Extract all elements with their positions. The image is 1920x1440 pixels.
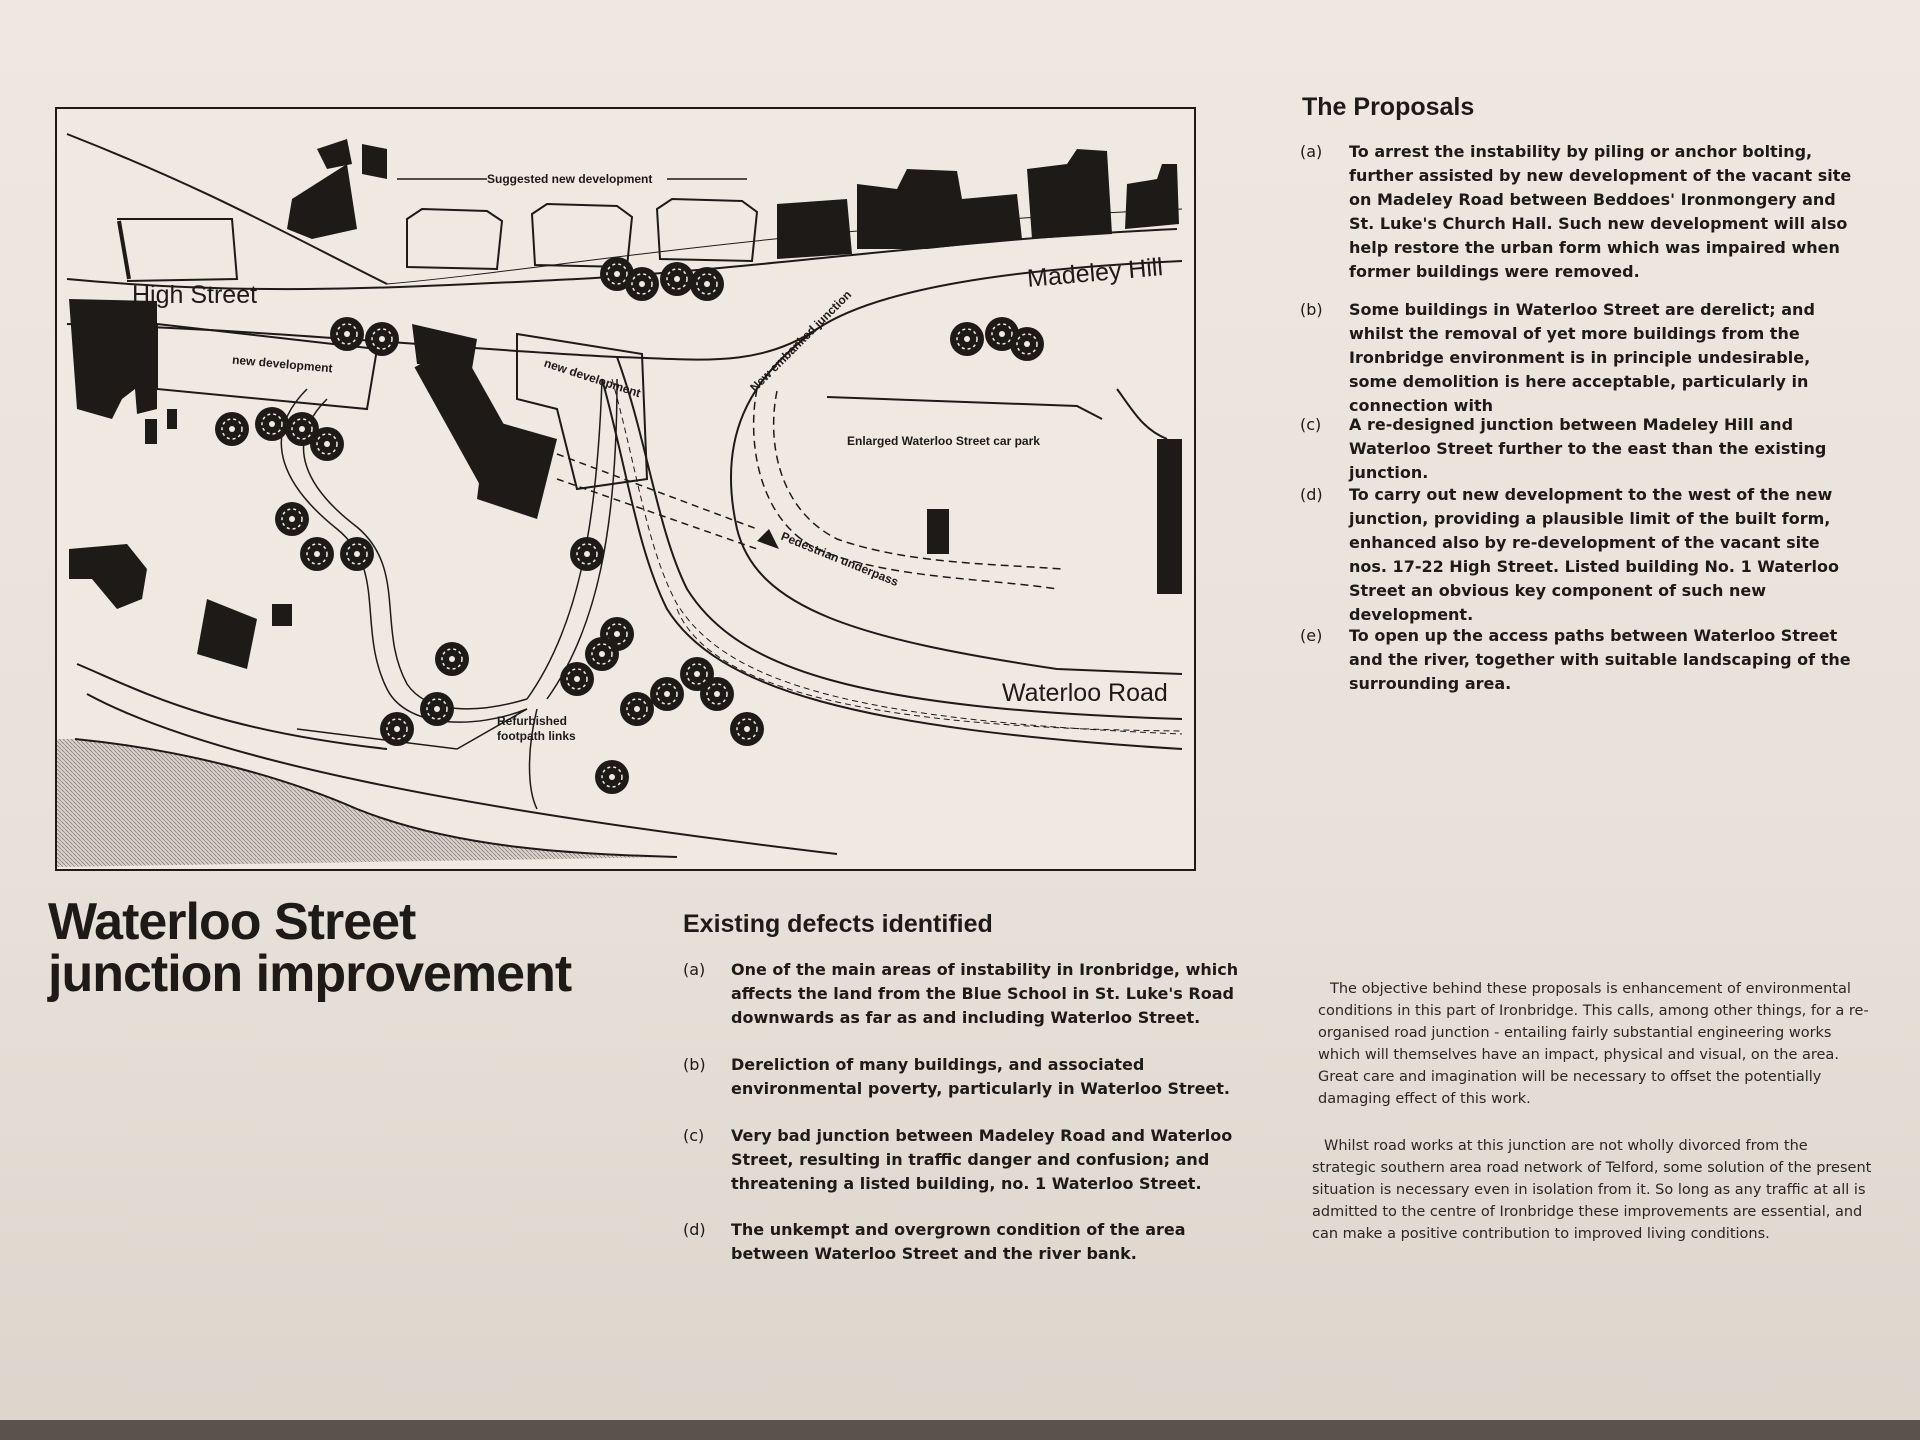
label-waterloo-road: Waterloo Road [1002, 679, 1168, 707]
suggested-building-3 [657, 199, 757, 261]
proposal-item-a [1300, 140, 1860, 281]
proposal-text: Some buildings in Waterloo Street are derelict; and whilst the removal of yet more buildings from the Ironbridge environment is in principle undesirable, some demolition is here acceptable, particularly in connection with [1349, 300, 1815, 415]
proposal-letter: (e) [1300, 626, 1323, 645]
pedestrian-underpass-line [557, 454, 757, 529]
objective-paragraph-2: Whilst road works at this junction are not wholly divorced from the strategic southern area road network of Telford, some solution of the present situation is necessary even in isolation from it. So long as any traffic at all is admitted to the centre of Ironbridge these improvements are essential, and can make a positive contribution to improved living conditions. [1312, 1138, 1872, 1242]
defect-text: One of the main areas of instability in Ironbridge, which affects the land from the Blue School in St. Luke's Road downwards as far as and including Waterloo Street. [731, 960, 1239, 1027]
label-refurbished-footpath-2: footpath links [497, 729, 576, 743]
proposal-item-e [1300, 624, 1860, 696]
label-new-development-left: new development [231, 352, 334, 376]
proposal-text: To carry out new development to the west of the new junction, providing a plausible limit of the built form, enhanced also by re-development of the vacant site nos. 17-22 High Street. Listed building No. 1 Waterloo Street an obvious key component of such new development. [1349, 485, 1840, 624]
label-new-embanked-junction: New embanked junction [747, 287, 855, 395]
car-park-outline [827, 397, 1102, 419]
proposal-letter: (b) [1300, 300, 1323, 319]
site-plan-map [55, 107, 1196, 871]
title-line-2: junction improvement [48, 945, 572, 1003]
madeley-hill-road [731, 261, 1182, 674]
defect-letter: (d) [683, 1220, 706, 1239]
proposal-item-b [1300, 298, 1860, 415]
proposal-letter: (d) [1300, 485, 1323, 504]
defects-heading: Existing defects identified [683, 910, 993, 938]
defect-item-c [683, 1124, 1243, 1196]
label-enlarged-car-park: Enlarged Waterloo Street car park [847, 434, 1040, 448]
defect-letter: (c) [683, 1126, 705, 1145]
suggested-building-1 [407, 209, 502, 269]
proposal-item-c [1300, 413, 1860, 482]
building-terrace-madeley [777, 199, 852, 259]
defect-text: Dereliction of many buildings, and associated environmental poverty, particularly in Waterloo Street. [731, 1055, 1230, 1098]
defect-item-d [683, 1218, 1243, 1266]
title-line-1: Waterloo Street [48, 893, 416, 951]
proposal-text: To arrest the instability by piling or anchor bolting, further assisted by new development of the vacant site on Madeley Road between Beddoes' Ironmongery and St. Luke's Church Hall. Such new development will also help restore the urban form which was impaired when former buildings were removed. [1349, 142, 1852, 281]
label-suggested-new-development: Suggested new development [487, 172, 653, 186]
defect-letter: (b) [683, 1055, 706, 1074]
defect-item-b [683, 1053, 1243, 1101]
tree-cluster [215, 257, 1044, 794]
page-bottom-edge [0, 1420, 1920, 1440]
building-west-block [69, 299, 157, 419]
river-bank-area [57, 739, 677, 867]
defect-text: Very bad junction between Madeley Road and Waterloo Street, resulting in traffic danger and confusion; and threatening a listed building, no. 1 Waterloo Street. [731, 1126, 1233, 1193]
label-new-development-right: new development [542, 355, 643, 401]
site-plan-drawing [57, 109, 1194, 869]
page-title [48, 893, 608, 1003]
proposal-text: To open up the access paths between Waterloo Street and the river, together with suitable landscaping of the surrounding area. [1349, 626, 1851, 693]
defect-text: The unkempt and overgrown condition of the area between Waterloo Street and the river bank. [731, 1220, 1186, 1263]
proposals-heading: The Proposals [1302, 93, 1475, 121]
defect-letter: (a) [683, 960, 706, 979]
objective-paragraph-1: The objective behind these proposals is enhancement of environmental conditions in this part of Ironbridge. This calls, among other things, for a re-organised road junction - entailing fairly substantial engineering works which will themselves have an impact, physical and visual, on the area. Great care and imagination will be necessary to offset the potentially damaging effect of this work. [1318, 981, 1869, 1107]
label-high-street: High Street [132, 281, 258, 309]
label-refurbished-footpath-1: Refurbished [497, 714, 568, 728]
proposal-item-d [1300, 483, 1860, 624]
label-pedestrian-underpass: Pedestrian underpass [778, 529, 901, 589]
proposal-letter: (c) [1300, 415, 1322, 434]
defect-item-a [683, 958, 1243, 1030]
label-madeley-hill: Madeley Hill [1025, 253, 1165, 293]
proposal-letter: (a) [1300, 142, 1323, 161]
proposal-text: A re-designed junction between Madeley Hill and Waterloo Street further to the east than the existing junction. [1349, 415, 1827, 482]
